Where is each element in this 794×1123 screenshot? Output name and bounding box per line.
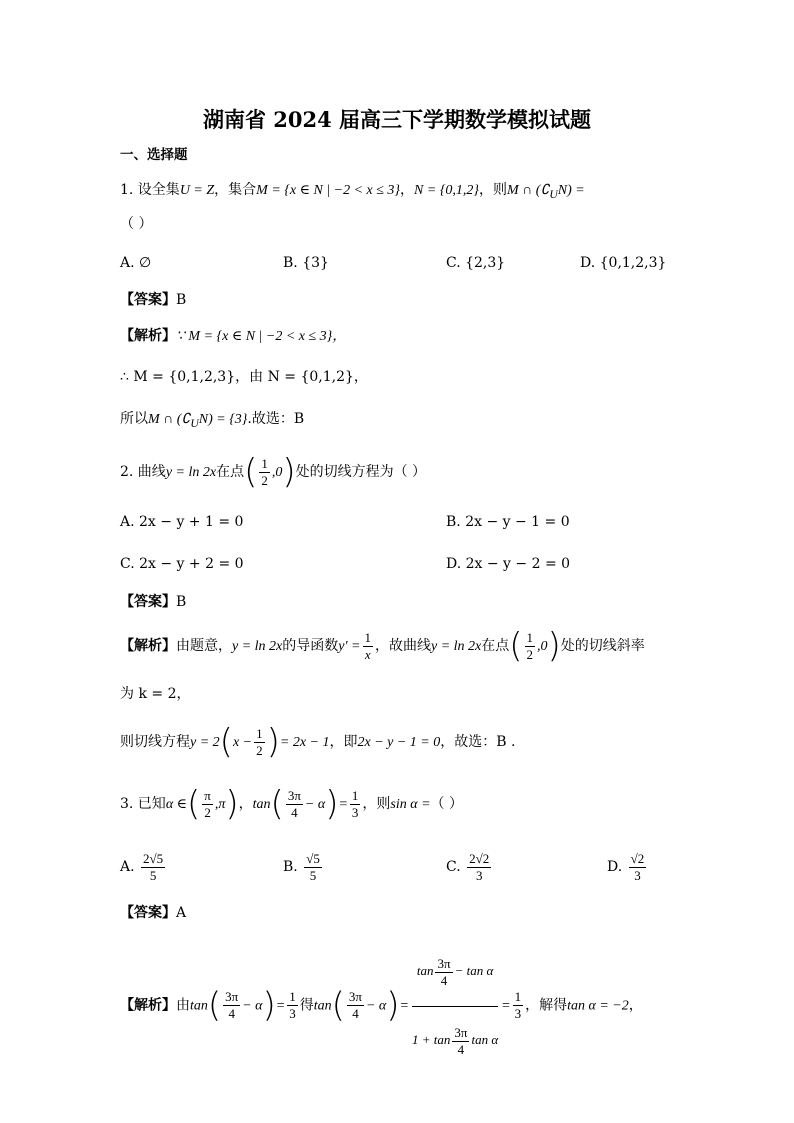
q2-analysis-text-7: ，即: [329, 734, 358, 750]
q2-derivative-fraction: [363, 630, 374, 663]
fraction-denominator: 4: [457, 1041, 465, 1057]
q3-tan: tan: [252, 797, 271, 812]
q3-tan-difference-fraction: [412, 938, 498, 1073]
q3-analysis-text: 由: [176, 997, 190, 1014]
q3-stem-text-3: ，则: [362, 796, 391, 812]
analysis-tag: 【解析】: [120, 638, 176, 654]
q3-answer: [120, 903, 186, 923]
option-fraction: [141, 851, 165, 884]
q1-analysis-text-3e: .故选：B: [247, 411, 305, 427]
q3-answer-value: A: [176, 905, 187, 921]
q2-analysis-text-2: 的导函数: [282, 638, 339, 654]
q1-analysis-line-2: ∴ M = {0,1,2,3}，由 N = {0,1,2}，: [120, 369, 368, 385]
q2-analysis-curve: y = ln 2x: [232, 639, 283, 654]
q2-point-fraction: [259, 456, 270, 489]
fraction-denominator: 5: [149, 867, 157, 883]
right-paren: ): [282, 452, 296, 492]
q2-option-d: D. 2x − y − 2 = 0: [446, 556, 571, 572]
q3-stem-text: 3. 已知: [120, 796, 166, 812]
fraction-numerator: 2√2: [469, 850, 490, 866]
q1-set-m: M = {x ∈ N | −2 < x ≤ 3}: [256, 183, 401, 198]
q2-analysis-line-2: 为 k = 2，: [120, 686, 191, 702]
q1-blank: （ ）: [120, 216, 153, 232]
q3-angle-fraction-2: [347, 989, 364, 1022]
q1-option-d: D. {0,1,2,3}: [580, 255, 667, 271]
q3-equals-3: =: [501, 998, 511, 1014]
q3-angle-fraction: [223, 989, 240, 1022]
fraction-numerator: 1: [514, 989, 522, 1004]
fraction-denominator: 4: [440, 972, 448, 988]
q3-sin: sin α =: [390, 797, 431, 812]
q2-stem-text: 2. 曲线: [120, 464, 166, 480]
q1-stem-text: 1. 设全集: [120, 182, 180, 198]
q2-stem: [120, 452, 427, 492]
q1-analysis-text-3a: 所以: [120, 411, 148, 427]
q1-set-n: N = {0,1,2}: [414, 183, 480, 198]
q1-answer: [120, 290, 186, 310]
right-paren: ): [266, 722, 280, 762]
section-heading: 一、选择题: [120, 147, 188, 163]
q1-option-b: B. {3}: [283, 255, 329, 271]
q3-value-fraction: [350, 788, 361, 821]
q3-tan: tan: [190, 998, 208, 1014]
q1-analysis-line-3: [120, 409, 304, 434]
fraction-denominator: 3: [475, 867, 483, 883]
q2-analysis-line-1: [120, 628, 645, 665]
numerator-tail: − tan α: [454, 963, 494, 978]
q3-equals: =: [275, 998, 286, 1014]
fraction-numerator: 1: [526, 629, 534, 645]
fraction-denominator: 3: [289, 1006, 296, 1021]
q3-value-fraction: [287, 989, 298, 1022]
q3-option-b: [283, 848, 324, 886]
right-paren: ): [386, 985, 400, 1026]
q3-option-a: [120, 848, 167, 886]
q3-minus-alpha-2: − α: [365, 998, 387, 1014]
q2-analysis-line-3: [120, 724, 515, 761]
fraction-denominator: x: [364, 646, 371, 662]
fraction-denominator: 3: [634, 867, 641, 883]
fraction-denominator: 4: [352, 1006, 359, 1021]
fraction-numerator: √2: [630, 850, 645, 866]
right-paren: ): [547, 626, 561, 666]
q1-analysis-text-3d: N) = {3}: [198, 412, 248, 427]
q2-analysis-text: 由题意，: [176, 638, 232, 654]
q3-analysis-line-1: [120, 938, 643, 1073]
q3-blank: （ ）: [430, 796, 463, 812]
fraction-numerator: π: [204, 787, 211, 803]
q3-stem: [120, 786, 463, 823]
fraction-numerator: 3π: [287, 787, 301, 803]
option-fraction: [629, 851, 647, 884]
fraction-numerator: 3π: [454, 1024, 468, 1040]
fraction-denominator: 3: [351, 804, 359, 820]
q1-analysis-text-1: ∵ M = {x ∈ N | −2 < x ≤ 3}，: [176, 329, 347, 344]
q2-answer-value: B: [176, 594, 187, 610]
q2-option-c: C. 2x − y + 2 = 0: [120, 556, 244, 572]
q3-angle-fraction: [286, 788, 303, 821]
option-label: C.: [446, 859, 461, 875]
q2-tangent-rhs: = 2x − 1: [279, 735, 330, 750]
left-paren: (: [244, 452, 258, 492]
q2-point-tail: ,0: [271, 465, 283, 480]
q1-separator: ，: [400, 182, 415, 198]
q3-tan-2: tan: [313, 998, 332, 1014]
fraction-denominator: 3: [514, 1006, 522, 1021]
numerator-tan: tan: [416, 963, 434, 978]
right-paren: ): [325, 784, 339, 824]
left-paren: (: [331, 985, 345, 1026]
denominator-angle: [452, 1025, 469, 1058]
q2-answer: [120, 592, 186, 612]
fraction-numerator: 3π: [348, 989, 362, 1004]
q2-stem-text-3: 处的切线方程为（ ）: [295, 464, 427, 480]
analysis-tag: 【解析】: [120, 328, 176, 344]
q2-analysis-text-6: 则切线方程: [120, 734, 190, 750]
fraction-denominator: 4: [228, 1006, 235, 1021]
q3-analysis-text-3: ，解得: [525, 997, 568, 1014]
numerator-angle: [435, 956, 452, 989]
q3-stem-text-2: ，: [238, 796, 253, 812]
q1-answer-value: B: [176, 292, 187, 308]
q2-tangent-line: 2x − y − 1 = 0: [357, 735, 441, 750]
q3-interval-fraction: [202, 788, 213, 821]
q2-analysis-curve-2: y = ln 2x: [431, 639, 482, 654]
option-fraction: [304, 851, 322, 884]
fraction-denominator: 2: [256, 742, 263, 758]
q3-equals-2: =: [399, 998, 409, 1014]
right-paren: ): [262, 985, 276, 1026]
answer-tag: 【答案】: [120, 594, 176, 610]
q1-analysis-text-3b: M ∩ (∁: [148, 412, 191, 427]
left-paren: (: [219, 722, 233, 762]
q1-expression-sub: U: [549, 187, 558, 201]
q3-option-d: [607, 848, 648, 886]
q3-alpha-in: α ∈: [165, 797, 188, 812]
q3-equals: =: [338, 797, 348, 812]
q2-stem-text-2: 在点: [216, 464, 245, 480]
fraction-numerator: 1: [256, 725, 263, 741]
q2-tangent-lhs: y = 2: [190, 735, 220, 750]
q1-option-c: C. {2,3}: [446, 255, 506, 271]
fraction-numerator: 2√5: [143, 850, 164, 866]
answer-tag: 【答案】: [120, 905, 176, 921]
q1-expression-end: N) =: [557, 183, 585, 198]
denominator-head: 1 + tan: [412, 1032, 451, 1047]
left-paren: (: [270, 784, 284, 824]
q3-tan-result: tan α = −2: [567, 998, 629, 1014]
fraction-denominator: 2: [526, 646, 534, 662]
fraction-numerator: 3π: [437, 955, 451, 971]
q1-stem-text-3: ，则: [479, 182, 508, 198]
right-paren: ): [225, 784, 239, 824]
q2-analysis-text-3: ，故曲线: [375, 638, 431, 654]
q2-tangent-inner: x −: [232, 735, 253, 750]
q3-analysis-text-4: ，: [628, 997, 643, 1014]
q3-option-c: [446, 848, 493, 886]
q3-minus-alpha: − α: [242, 998, 263, 1014]
big-fraction-numerator: [412, 938, 498, 1007]
denominator-tail: tan α: [471, 1032, 499, 1047]
q2-analysis-text-5: 处的切线斜率: [560, 638, 645, 654]
q2-option-a: A. 2x − y + 1 = 0: [120, 514, 244, 530]
fraction-denominator: 5: [309, 867, 317, 883]
option-label: A.: [120, 859, 135, 875]
q3-value-fraction-2: [513, 989, 524, 1022]
analysis-tag: 【解析】: [120, 997, 176, 1014]
q3-interval-tail: ,π: [214, 797, 226, 812]
answer-tag: 【答案】: [120, 292, 176, 308]
q2-analysis-text-8: ，故选：B .: [440, 734, 516, 750]
q3-analysis-text-2: 得: [299, 997, 314, 1014]
q2-tangent-fraction: [254, 726, 265, 759]
page-title: 湖南省 2024 届高三下学期数学模拟试题: [202, 107, 592, 132]
fraction-denominator: 2: [204, 804, 211, 820]
fraction-numerator: 1: [351, 787, 359, 803]
q1-analysis-sub: U: [190, 416, 199, 430]
option-label: D.: [607, 859, 623, 875]
fraction-denominator: 2: [261, 472, 268, 488]
left-paren: (: [187, 784, 201, 824]
q2-analysis-text-4: 在点: [481, 638, 510, 654]
option-label: B.: [283, 859, 298, 875]
left-paren: (: [509, 626, 523, 666]
q2-option-b: B. 2x − y − 1 = 0: [446, 514, 570, 530]
big-fraction-denominator: [412, 1007, 498, 1073]
q1-stem-text-2: ，集合: [214, 182, 257, 198]
left-paren: (: [207, 985, 222, 1026]
fraction-denominator: 4: [291, 804, 298, 820]
fraction-numerator: 3π: [225, 989, 239, 1004]
q3-minus-alpha: − α: [304, 797, 326, 812]
q1-universal-set: U = Z: [179, 183, 215, 198]
q1-analysis-line-1: [120, 326, 346, 347]
q2-derivative: y′ =: [338, 639, 361, 654]
q2-curve: y = ln 2x: [165, 465, 217, 480]
option-fraction: [467, 851, 491, 884]
q1-expression: M ∩ (∁: [507, 183, 550, 198]
fraction-numerator: 1: [289, 989, 296, 1004]
fraction-numerator: 1: [261, 455, 268, 471]
q2-analysis-point-fraction: [525, 630, 536, 663]
q1-option-a: A. ∅: [120, 255, 152, 271]
q2-analysis-point-tail: ,0: [537, 639, 548, 654]
q1-stem: [120, 180, 585, 205]
fraction-numerator: √5: [306, 850, 320, 866]
fraction-numerator: 1: [364, 629, 371, 645]
